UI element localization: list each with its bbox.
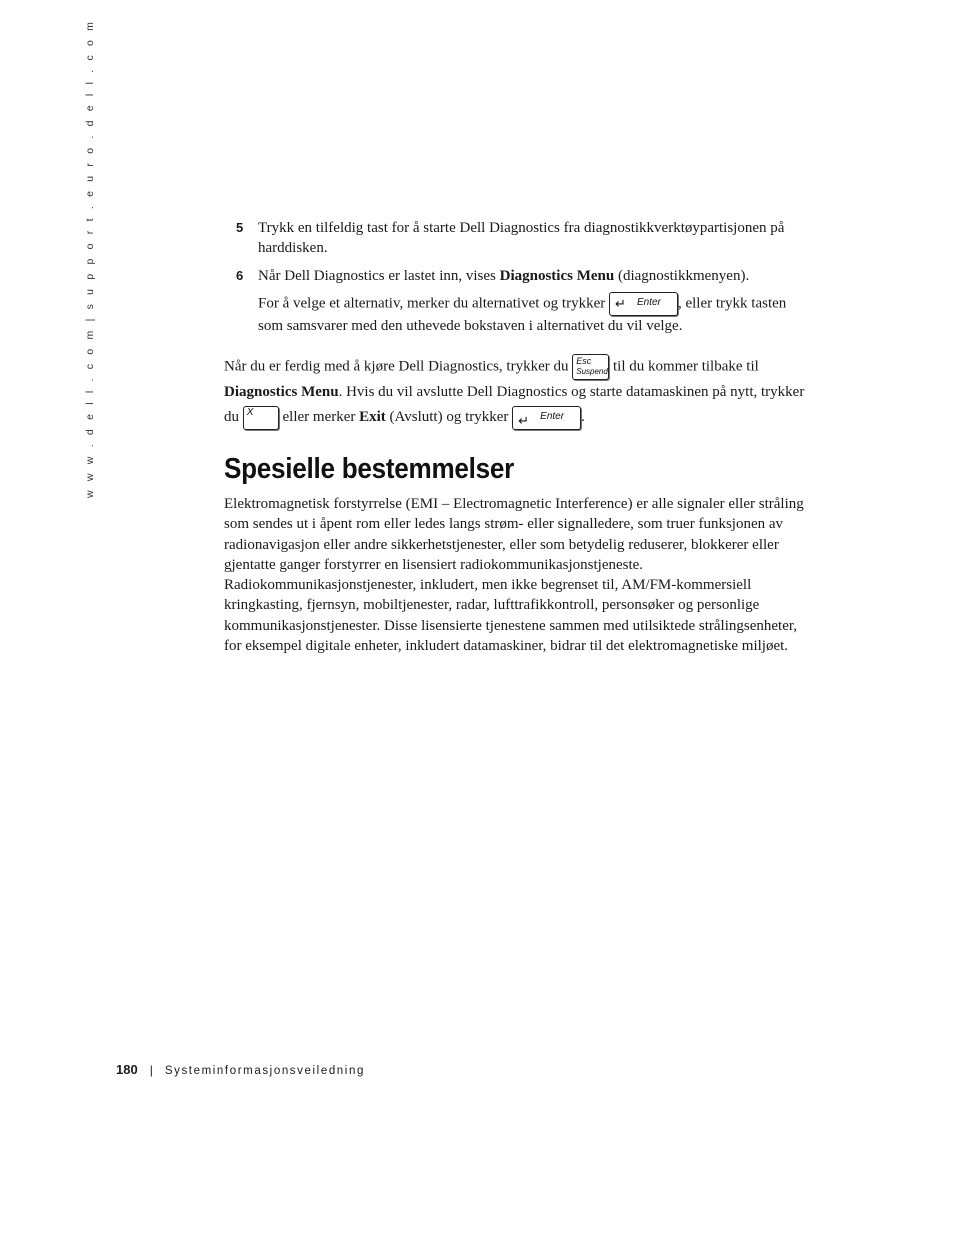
enter-key-icon: ↵ Enter	[512, 406, 581, 430]
step-number: 5	[236, 220, 244, 235]
x-key-icon: X	[243, 406, 279, 430]
document-title: Systeminformasjonsveiledning	[164, 1065, 365, 1077]
step-number: 6	[236, 268, 244, 283]
page-footer	[116, 1062, 365, 1077]
section-body: Elektromagnetisk forstyrrelse (EMI – Electromagnetic Interference) er alle signaler eller stråling som sendes ut i åpent rom eller ledes langs strøm- eller signalledere, som truer funksjonen av radionavigasjon eller andre sikkerhetstjenester, eller som betydelig reduserer, blokkerer eller gjentatte ganger forstyrrer en lisensiert radiokommunikasjonstjeneste. Radiokommunikasjonstjenester, inkludert, men ikke begrenset til, AM/FM-kommersiell kringkasting, fjernsyn, mobiltjenester, radar, lufttrafikkontroll, personsøker og personlige kommunikasjonstjenester. Disse lisensierte tjenestene sammen med utilsiktede strålingsenheter, for eksempel digitale enheter, inkludert datamaskiner, bidrar til det elektromagnetiske miljøet.	[224, 496, 804, 655]
esc-key-icon: Esc Suspend	[572, 354, 609, 380]
section-heading: Spesielle bestemmelser	[224, 453, 515, 485]
step-6	[224, 266, 814, 336]
page-number: 180	[116, 1062, 138, 1077]
exit-paragraph: Når du er ferdig med å kjøre Dell Diagnostics, trykker du Esc Suspend til du kommer tilbake til Diagnostics Menu. Hvis du vil avslutte Dell Diagnostics og starte datamaskinen på nytt, trykker du X eller merker Exit (Avslutt) og trykker ↵ Enter .	[224, 356, 805, 428]
page-content	[224, 218, 814, 656]
enter-key-icon: ↵ Enter	[609, 292, 678, 316]
step-5	[224, 218, 814, 258]
step-text: Trykk en tilfeldig tast for å starte Dell Diagnostics fra diagnostikkverktøypartisjonen på harddisken.	[258, 220, 785, 256]
step-subtext: For å velge et alternativ, merker du alternativet og trykker ↵ Enter , eller trykk tasten som samsvarer med den uthevede bokstaven i alternativet du vil velge.	[258, 292, 814, 336]
side-url: w w w . d e l l . c o m | s u p p o r t . e u r o . d e l l . c o m	[84, 18, 96, 498]
diagnostics-menu-label: Diagnostics Menu	[499, 268, 615, 284]
footer-separator: |	[149, 1063, 153, 1077]
step-text: Når Dell Diagnostics er lastet inn, vises Diagnostics Menu (diagnostikkmenyen).	[258, 268, 750, 284]
